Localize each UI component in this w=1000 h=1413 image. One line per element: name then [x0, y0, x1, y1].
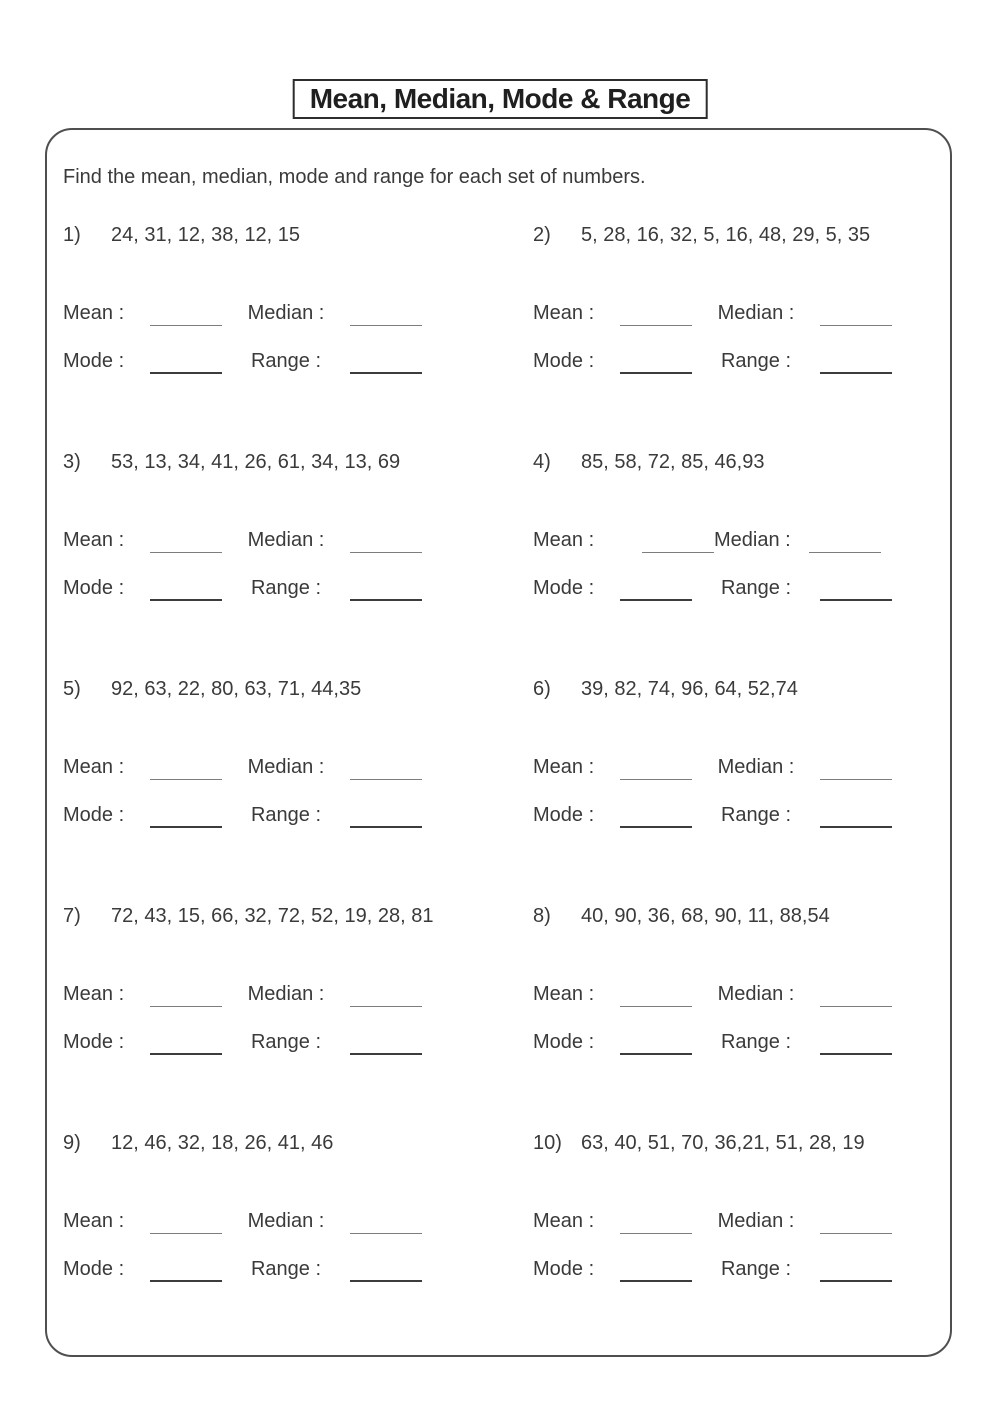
- median-label: Median :: [247, 529, 325, 551]
- mode-range-row: [63, 802, 533, 828]
- range-label: Range :: [720, 1258, 792, 1280]
- mean-blank[interactable]: [150, 761, 222, 780]
- mean-label: Mean :: [533, 1210, 595, 1232]
- range-label: Range :: [250, 350, 322, 372]
- mean-median-row: [533, 300, 932, 326]
- mean-blank[interactable]: [620, 988, 692, 1007]
- problem-number: 1): [63, 224, 81, 246]
- mode-label: Mode :: [533, 1258, 595, 1280]
- number-set: 12, 46, 32, 18, 26, 41, 46: [111, 1132, 334, 1154]
- range-label: Range :: [250, 1258, 322, 1280]
- range-blank[interactable]: [350, 581, 422, 601]
- problem-head: [63, 676, 533, 702]
- range-label: Range :: [720, 577, 792, 599]
- problem-head: [533, 222, 932, 248]
- answer-block: [533, 527, 932, 601]
- problem-number: 10): [533, 1132, 562, 1154]
- median-label: Median :: [247, 983, 325, 1005]
- mode-label: Mode :: [63, 577, 125, 599]
- problem-number: 4): [533, 451, 551, 473]
- mean-label: Mean :: [63, 983, 125, 1005]
- median-label: Median :: [717, 1210, 795, 1232]
- range-blank[interactable]: [820, 1262, 892, 1282]
- mode-range-row: [533, 1256, 932, 1282]
- page-title: Mean, Median, Mode & Range: [309, 83, 691, 114]
- problem-head: [63, 222, 533, 248]
- mode-blank[interactable]: [150, 1035, 222, 1055]
- answer-block: [63, 527, 533, 601]
- mean-median-row: [63, 527, 533, 553]
- mean-median-row: [533, 754, 932, 780]
- range-blank[interactable]: [820, 354, 892, 374]
- mean-label: Mean :: [63, 756, 125, 778]
- range-blank[interactable]: [820, 581, 892, 601]
- problem-number: 7): [63, 905, 81, 927]
- range-label: Range :: [250, 577, 322, 599]
- mode-range-row: [533, 575, 932, 601]
- mean-label: Mean :: [533, 302, 595, 324]
- answer-block: [63, 754, 533, 828]
- problem-8: [533, 903, 932, 1055]
- mean-median-row: [63, 981, 533, 1007]
- problem-4: [533, 449, 932, 601]
- answer-block: [63, 981, 533, 1055]
- mean-median-row: [533, 981, 932, 1007]
- median-label: Median :: [247, 1210, 325, 1232]
- number-set: 85, 58, 72, 85, 46,93: [581, 451, 765, 473]
- problem-number: 5): [63, 678, 81, 700]
- problem-number: 3): [63, 451, 81, 473]
- problem-3: [63, 449, 533, 601]
- median-blank[interactable]: [820, 307, 892, 326]
- median-blank[interactable]: [820, 988, 892, 1007]
- problem-head: [533, 676, 932, 702]
- problem-head: [533, 903, 932, 929]
- mode-blank[interactable]: [620, 808, 692, 828]
- problem-9: [63, 1130, 533, 1282]
- median-label: Median :: [714, 529, 791, 551]
- mode-blank[interactable]: [620, 581, 692, 601]
- median-label: Median :: [247, 756, 325, 778]
- mode-label: Mode :: [533, 1031, 595, 1053]
- mode-label: Mode :: [63, 1258, 125, 1280]
- number-set: 39, 82, 74, 96, 64, 52,74: [581, 678, 798, 700]
- mean-median-row: [533, 527, 932, 553]
- mean-median-row: [533, 1208, 932, 1234]
- range-label: Range :: [720, 804, 792, 826]
- median-label: Median :: [247, 302, 325, 324]
- median-label: Median :: [717, 302, 795, 324]
- median-blank[interactable]: [820, 1215, 892, 1234]
- mode-blank[interactable]: [150, 354, 222, 374]
- mean-label: Mean :: [63, 529, 125, 551]
- mode-blank[interactable]: [620, 354, 692, 374]
- problem-head: [533, 1130, 932, 1156]
- number-set: 53, 13, 34, 41, 26, 61, 34, 13, 69: [111, 451, 401, 473]
- problem-1: [63, 222, 533, 374]
- range-blank[interactable]: [350, 808, 422, 828]
- median-blank[interactable]: [350, 988, 422, 1007]
- median-blank[interactable]: [350, 1215, 422, 1234]
- mean-blank[interactable]: [620, 761, 692, 780]
- mean-median-row: [63, 754, 533, 780]
- number-set: 5, 28, 16, 32, 5, 16, 48, 29, 5, 35: [581, 224, 871, 246]
- range-label: Range :: [720, 350, 792, 372]
- range-label: Range :: [250, 1031, 322, 1053]
- mode-label: Mode :: [63, 804, 125, 826]
- problem-number: 2): [533, 224, 551, 246]
- answer-block: [63, 300, 533, 374]
- median-blank[interactable]: [820, 761, 892, 780]
- mean-blank[interactable]: [620, 1215, 692, 1234]
- mean-blank[interactable]: [150, 1215, 222, 1234]
- problem-number: 8): [533, 905, 551, 927]
- mean-blank[interactable]: [150, 534, 222, 553]
- mode-range-row: [63, 1029, 533, 1055]
- median-label: Median :: [717, 756, 795, 778]
- problem-head: [533, 449, 932, 475]
- range-blank[interactable]: [350, 354, 422, 374]
- mode-blank[interactable]: [620, 1035, 692, 1055]
- mode-blank[interactable]: [150, 581, 222, 601]
- range-label: Range :: [720, 1031, 792, 1053]
- range-blank[interactable]: [820, 1035, 892, 1055]
- range-blank[interactable]: [350, 1262, 422, 1282]
- mode-label: Mode :: [533, 577, 595, 599]
- number-set: 40, 90, 36, 68, 90, 11, 88,54: [581, 905, 830, 927]
- range-blank[interactable]: [820, 808, 892, 828]
- answer-block: [533, 981, 932, 1055]
- mode-range-row: [63, 1256, 533, 1282]
- number-set: 63, 40, 51, 70, 36,21, 51, 28, 19: [581, 1132, 865, 1154]
- number-set: 72, 43, 15, 66, 32, 72, 52, 19, 28, 81: [111, 905, 434, 927]
- problem-number: 9): [63, 1132, 81, 1154]
- answer-block: [533, 300, 932, 374]
- instruction-text: Find the mean, median, mode and range for each set of numbers.: [63, 166, 646, 188]
- problem-6: [533, 676, 932, 828]
- median-blank[interactable]: [350, 761, 422, 780]
- mean-blank[interactable]: [620, 307, 692, 326]
- answer-block: [533, 754, 932, 828]
- answer-block: [63, 1208, 533, 1282]
- mean-label: Mean :: [533, 529, 595, 551]
- median-blank[interactable]: [350, 534, 422, 553]
- mode-label: Mode :: [63, 1031, 125, 1053]
- mode-range-row: [533, 348, 932, 374]
- mode-range-row: [533, 802, 932, 828]
- problem-head: [63, 1130, 533, 1156]
- worksheet-title-box: [293, 79, 708, 119]
- mean-label: Mean :: [63, 302, 125, 324]
- range-blank[interactable]: [350, 1035, 422, 1055]
- answer-block: [533, 1208, 932, 1282]
- number-set: 92, 63, 22, 80, 63, 71, 44,35: [111, 678, 362, 700]
- number-set: 24, 31, 12, 38, 12, 15: [111, 224, 301, 246]
- range-label: Range :: [250, 804, 322, 826]
- problem-10: [533, 1130, 932, 1282]
- mode-range-row: [63, 575, 533, 601]
- problem-5: [63, 676, 533, 828]
- mean-blank[interactable]: [642, 534, 714, 553]
- mean-label: Mean :: [63, 1210, 125, 1232]
- mode-label: Mode :: [63, 350, 125, 372]
- problems-grid: [63, 222, 932, 1282]
- mode-range-row: [533, 1029, 932, 1055]
- median-label: Median :: [717, 983, 795, 1005]
- median-blank[interactable]: [809, 534, 881, 553]
- problem-head: [63, 903, 533, 929]
- mean-label: Mean :: [533, 983, 595, 1005]
- median-blank[interactable]: [350, 307, 422, 326]
- mean-median-row: [63, 300, 533, 326]
- problem-head: [63, 449, 533, 475]
- mean-blank[interactable]: [150, 988, 222, 1007]
- mode-range-row: [63, 348, 533, 374]
- worksheet-frame: [45, 128, 952, 1357]
- mean-label: Mean :: [533, 756, 595, 778]
- mode-blank[interactable]: [620, 1262, 692, 1282]
- mode-label: Mode :: [533, 804, 595, 826]
- problem-2: [533, 222, 932, 374]
- problem-number: 6): [533, 678, 551, 700]
- mode-label: Mode :: [533, 350, 595, 372]
- mode-blank[interactable]: [150, 808, 222, 828]
- mean-median-row: [63, 1208, 533, 1234]
- mean-blank[interactable]: [150, 307, 222, 326]
- problem-7: [63, 903, 533, 1055]
- mode-blank[interactable]: [150, 1262, 222, 1282]
